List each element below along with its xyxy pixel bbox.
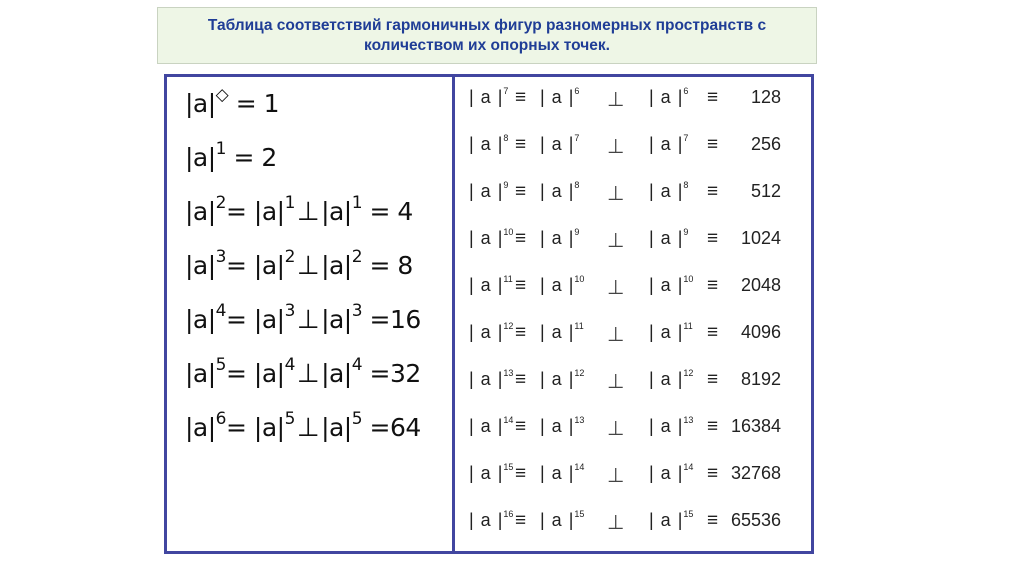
lhs-term — [469, 369, 513, 390]
exponent: 5 — [215, 355, 226, 375]
base-symbol: |a| — [321, 359, 352, 388]
exponent: 14 — [503, 415, 514, 425]
equivalence-symbol: ≡ — [515, 228, 527, 249]
right-formula-row — [455, 134, 811, 164]
base-symbol: | a | — [469, 369, 504, 389]
exponent: 14 — [683, 462, 694, 472]
right-formula-row — [455, 463, 811, 493]
lhs-term — [469, 181, 508, 202]
exponent: 6 — [215, 409, 226, 429]
middle-term — [540, 181, 579, 202]
middle-term — [540, 275, 584, 296]
middle-term — [540, 510, 584, 531]
exponent: 3 — [351, 301, 363, 321]
exponent: 8 — [574, 180, 580, 190]
base-symbol: | a | — [649, 369, 684, 389]
base-symbol: |a| — [253, 251, 285, 280]
result: =64 — [369, 413, 421, 442]
base-symbol: | a | — [540, 134, 575, 154]
base-symbol: | a | — [540, 369, 575, 389]
rhs-term — [649, 275, 693, 296]
point-count-value: 32768 — [730, 463, 781, 483]
right-formula-row — [455, 228, 811, 258]
rhs-term — [649, 463, 693, 484]
equivalence-symbol: ≡ — [707, 369, 719, 390]
exponent: 16 — [503, 509, 514, 519]
left-formula-row: $|a|^5=$ $|a|^4\perp|a|^4 =32$ — [185, 355, 421, 389]
left-formula-row — [185, 85, 280, 129]
exponent: 2 — [351, 247, 363, 267]
exponent: 2 — [284, 247, 295, 267]
equivalence-symbol: ≡ — [707, 275, 719, 296]
rhs-term — [649, 134, 688, 155]
base-symbol: | a | — [540, 275, 575, 295]
page-title: Таблица соответствий гармоничных фигур разномерных пространств с количеством их опорных точек. — [207, 16, 767, 54]
rhs-term — [649, 416, 693, 437]
base-symbol: |a| — [185, 89, 216, 118]
base-symbol: | a | — [649, 416, 684, 436]
equivalence-symbol: ≡ — [515, 369, 527, 390]
exponent: 11 — [574, 321, 584, 331]
lhs-term — [469, 463, 513, 484]
equivalence-symbol: ≡ — [515, 134, 527, 155]
exponent: 3 — [284, 301, 295, 321]
equivalence-symbol: ≡ — [707, 416, 719, 437]
perpendicular-symbol: ⊥ — [296, 251, 320, 281]
exponent: ◇ — [215, 85, 229, 105]
base-symbol: | a | — [469, 228, 504, 248]
left-formula-row — [185, 139, 277, 183]
base-symbol: |a| — [253, 305, 285, 334]
exponent: 4 — [351, 355, 363, 375]
base-symbol: |a| — [185, 359, 216, 388]
exponent: 8 — [503, 133, 509, 143]
equivalence-symbol: ≡ — [515, 181, 527, 202]
equivalence-symbol: ≡ — [515, 275, 527, 296]
middle-term — [540, 369, 584, 390]
point-count-value: 65536 — [730, 510, 781, 530]
equivalence-symbol: ≡ — [515, 416, 527, 437]
lhs-term — [469, 416, 513, 437]
point-count-value: 128 — [750, 87, 781, 107]
equivalence-symbol: ≡ — [707, 181, 719, 202]
point-count-value: 16384 — [730, 416, 781, 436]
base-symbol: | a | — [540, 181, 575, 201]
base-symbol: | a | — [540, 463, 575, 483]
base-symbol: | a | — [469, 510, 504, 530]
equivalence-symbol: ≡ — [707, 463, 719, 484]
perpendicular-symbol: ⊥ — [607, 512, 625, 534]
lhs-term — [469, 510, 513, 531]
perpendicular-symbol: ⊥ — [607, 324, 625, 346]
equivalence-symbol: ≡ — [515, 463, 527, 484]
middle-term — [540, 416, 584, 437]
left-formula-row: $|a|^3=$ $|a|^2\perp|a|^2 = 8$ — [185, 247, 413, 281]
left-formula-row: $|a|^2=$ $|a|^1\perp|a|^1 = 4$ — [185, 193, 413, 227]
right-formula-row — [455, 275, 811, 305]
exponent: 15 — [574, 509, 585, 519]
rhs-term — [649, 369, 693, 390]
rhs-term — [649, 322, 693, 343]
right-formula-row — [455, 87, 811, 117]
exponent: 12 — [683, 368, 694, 378]
exponent: 1 — [215, 139, 226, 159]
base-symbol: | a | — [540, 416, 575, 436]
right-formula-row — [455, 322, 811, 352]
exponent: 10 — [574, 274, 585, 284]
base-symbol: | a | — [649, 181, 684, 201]
exponent: 1 — [284, 193, 295, 213]
perpendicular-symbol: ⊥ — [607, 183, 625, 205]
perpendicular-symbol: ⊥ — [296, 413, 320, 443]
exponent: 10 — [503, 227, 514, 237]
base-symbol: | a | — [649, 463, 684, 483]
base-symbol: | a | — [540, 510, 575, 530]
equivalence-symbol: ≡ — [707, 87, 719, 108]
perpendicular-symbol: ⊥ — [296, 305, 320, 335]
equivalence-symbol: ≡ — [707, 510, 719, 531]
rhs-term — [649, 87, 688, 108]
exponent: 6 — [683, 86, 689, 96]
base-symbol: |a| — [321, 305, 352, 334]
base-symbol: |a| — [321, 413, 352, 442]
base-symbol: | a | — [540, 87, 575, 107]
base-symbol: |a| — [253, 359, 285, 388]
lhs-term — [469, 322, 513, 343]
rhs-term — [649, 228, 688, 249]
result: =32 — [369, 359, 421, 388]
base-symbol: | a | — [469, 181, 504, 201]
equivalence-symbol: ≡ — [515, 510, 527, 531]
base-symbol: |a| — [185, 143, 216, 172]
middle-term — [540, 228, 579, 249]
base-symbol: |a| — [185, 305, 216, 334]
exponent: 15 — [683, 509, 694, 519]
lhs-term — [469, 87, 508, 108]
result: = 4 — [369, 197, 413, 226]
exponent: 11 — [503, 274, 513, 284]
equivalence-symbol: ≡ — [515, 322, 527, 343]
exponent: 12 — [574, 368, 585, 378]
result: = 2 — [233, 143, 277, 172]
exponent: 12 — [503, 321, 514, 331]
perpendicular-symbol: ⊥ — [607, 371, 625, 393]
exponent: 9 — [574, 227, 580, 237]
result: = 1 — [235, 89, 280, 118]
base-symbol: | a | — [649, 510, 684, 530]
point-count-value: 256 — [750, 134, 781, 154]
base-symbol: |a| — [253, 197, 285, 226]
base-symbol: | a | — [540, 228, 575, 248]
lhs-term — [469, 275, 513, 296]
exponent: 4 — [284, 355, 295, 375]
perpendicular-symbol: ⊥ — [607, 277, 625, 299]
base-symbol: | a | — [469, 322, 504, 342]
right-formula-row — [455, 369, 811, 399]
title-banner — [157, 7, 817, 64]
equivalence-symbol: ≡ — [707, 134, 719, 155]
exponent: 7 — [574, 133, 580, 143]
point-count-value: 512 — [750, 181, 781, 201]
right-formula-panel — [452, 74, 814, 554]
base-symbol: |a| — [253, 413, 285, 442]
base-symbol: | a | — [649, 134, 684, 154]
point-count-value: 1024 — [740, 228, 781, 248]
perpendicular-symbol: ⊥ — [296, 359, 320, 389]
result: = 8 — [369, 251, 413, 280]
exponent: 10 — [683, 274, 694, 284]
base-symbol: |a| — [185, 197, 216, 226]
exponent: 13 — [503, 368, 514, 378]
middle-term — [540, 87, 579, 108]
base-symbol: |a| — [185, 251, 216, 280]
perpendicular-symbol: ⊥ — [607, 418, 625, 440]
perpendicular-symbol: ⊥ — [607, 136, 625, 158]
exponent: 9 — [683, 227, 689, 237]
base-symbol: | a | — [649, 275, 684, 295]
base-symbol: |a| — [185, 413, 216, 442]
exponent: 15 — [503, 462, 514, 472]
exponent: 14 — [574, 462, 585, 472]
base-symbol: | a | — [469, 87, 504, 107]
point-count-value: 8192 — [740, 369, 781, 389]
exponent: 2 — [215, 193, 226, 213]
exponent: 7 — [503, 86, 509, 96]
exponent: 8 — [683, 180, 689, 190]
exponent: 4 — [215, 301, 226, 321]
exponent: 7 — [683, 133, 689, 143]
exponent: 6 — [574, 86, 580, 96]
exponent: 1 — [351, 193, 363, 213]
base-symbol: | a | — [649, 322, 684, 342]
perpendicular-symbol: ⊥ — [296, 197, 320, 227]
perpendicular-symbol: ⊥ — [607, 230, 625, 252]
left-formula-row: $|a|^4=$ $|a|^3\perp|a|^3 =16$ — [185, 301, 421, 335]
point-count-value: 4096 — [740, 322, 781, 342]
rhs-term — [649, 510, 693, 531]
base-symbol: |a| — [321, 251, 352, 280]
exponent: 5 — [284, 409, 295, 429]
lhs-term — [469, 228, 513, 249]
right-formula-row — [455, 510, 811, 540]
base-symbol: | a | — [649, 87, 684, 107]
exponent: 13 — [574, 415, 585, 425]
base-symbol: | a | — [469, 463, 504, 483]
rhs-term — [649, 181, 688, 202]
exponent: 13 — [683, 415, 694, 425]
left-formula-panel — [164, 74, 455, 554]
exponent: 3 — [215, 247, 226, 267]
equivalence-symbol: ≡ — [707, 228, 719, 249]
right-formula-row — [455, 416, 811, 446]
equivalence-symbol: ≡ — [707, 322, 719, 343]
perpendicular-symbol: ⊥ — [607, 89, 625, 111]
exponent: 11 — [683, 321, 693, 331]
base-symbol: | a | — [469, 134, 504, 154]
perpendicular-symbol: ⊥ — [607, 465, 625, 487]
left-formula-row: $|a|^6=$ $|a|^5\perp|a|^5 =64$ — [185, 409, 421, 443]
right-formula-row — [455, 181, 811, 211]
lhs-term — [469, 134, 508, 155]
middle-term — [540, 463, 584, 484]
base-symbol: | a | — [469, 275, 504, 295]
point-count-value: 2048 — [740, 275, 781, 295]
exponent: 5 — [351, 409, 363, 429]
base-symbol: | a | — [469, 416, 504, 436]
base-symbol: | a | — [540, 322, 575, 342]
result: =16 — [369, 305, 421, 334]
middle-term — [540, 322, 584, 343]
equivalence-symbol: ≡ — [515, 87, 527, 108]
middle-term — [540, 134, 579, 155]
base-symbol: |a| — [321, 197, 352, 226]
exponent: 9 — [503, 180, 509, 190]
base-symbol: | a | — [649, 228, 684, 248]
